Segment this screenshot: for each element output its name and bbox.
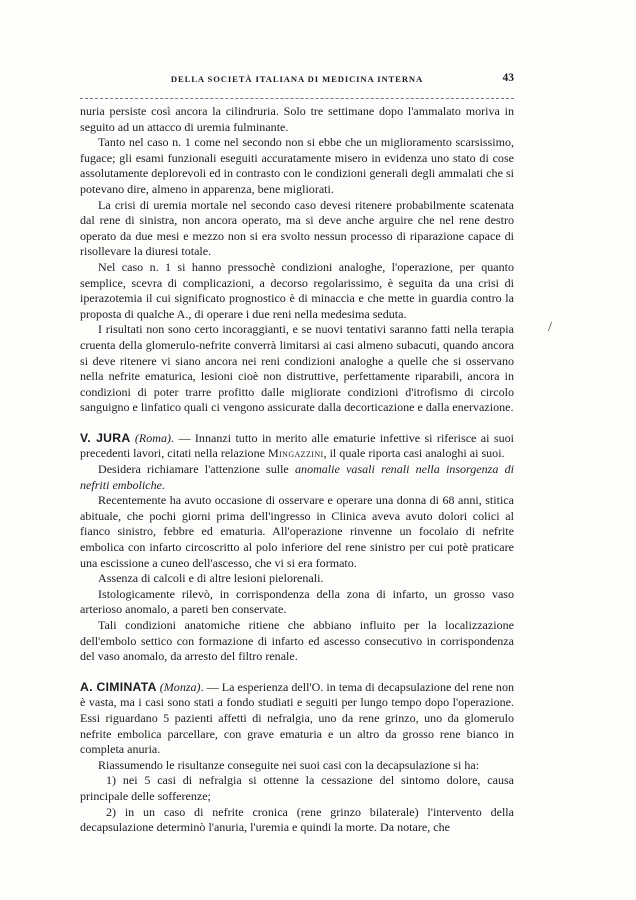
running-title: DELLA SOCIETÀ ITALIANA DI MEDICINA INTERNA bbox=[170, 74, 424, 84]
emphasis: anomalie vasali renali nella insorgenza di nefriti emboliche. bbox=[80, 462, 514, 492]
page-number: 43 bbox=[502, 72, 514, 84]
page-body bbox=[80, 104, 514, 836]
author-name: A. CIMINATA bbox=[80, 679, 157, 694]
paragraph: nuria persiste così ancora la cilindruria. Solo tre settimane dopo l'ammalato moriva in seguito ad un attacco di uremia fulminante. bbox=[80, 104, 514, 134]
header-rule bbox=[80, 98, 514, 99]
paragraph: La crisi di uremia mortale nel secondo caso devesi ritenere probabilmente scatenata dal rene di sinistra, non ancora operato, ma si deve anche arguire che nel rene destro operato da due mesi e mezzo non si era svolto nessun processo di riparazione capace di risollevare la diuresi totale. bbox=[80, 197, 514, 259]
jura-section-intro: V. JURA (Roma). — Innanzi tutto in merito alle ematurie infettive si riferisce ai suoi precedenti lavori, citati nella relazione Mingazzini, il quale riporta casi analoghi ai suoi. bbox=[80, 430, 514, 461]
author-place: (Roma) bbox=[134, 430, 172, 445]
paragraph: Riassumendo le risultanze conseguite nei suoi casi con la decapsulazione si ha: bbox=[98, 757, 480, 772]
paragraph: Assenza di calcoli e di altre lesioni pielorenali. bbox=[98, 571, 324, 586]
author-name: V. JURA bbox=[80, 430, 131, 445]
paragraph: I risultati non sono certo incoraggianti, e se nuovi tentativi saranno fatti nella terapia cruenta della glomerulo-nefrite converrà limitarsi ai casi almeno subacuti, quando ancora si deve ritenere vi siano ancora nei reni condizioni analoghe a quelle che si osservano nella nefrite ematurica, lesioni cioè non distruttive, perfettamente riparabili, ancora in condizioni di poter trarre profitto dalle migliorate condizioni d'itrofismo di circolo sanguigno e linfatico quali ci vengono assicurate dalla decorticazione e dalla enervazione. bbox=[80, 322, 514, 415]
cited-name: Mingazzini bbox=[267, 446, 324, 461]
list-item: 1) nei 5 casi di nefralgia si ottenne la cessazione del sintomo dolore, causa principale delle sofferenze; bbox=[80, 773, 514, 803]
paragraph: Istologicamente rilevò, in corrispondenza della zona di infarto, un grosso vaso arterioso anomalo, a pareti ben conservate. bbox=[80, 586, 514, 617]
running-header bbox=[80, 74, 514, 90]
paragraph: Recentemente ha avuto occasione di osservare e operare una donna di 68 anni, stitica abituale, che pochi giorni prima dell'ingresso in Clinica aveva avuto dolori colici al fianco sinistro, febbre ed ematuria. All'operazione rinvenne un focolaio di nefrite embolica con infarto circoscritto al polo inferiore del rene sinistro per cui potè praticare una escissione a cuneo dell'ascesso, che vi si era formato. bbox=[80, 493, 514, 570]
paragraph: Nel caso n. 1 si hanno pressochè condizioni analoghe, l'operazione, per quanto semplice, scevra di complicazioni, a decorso regolarissimo, è seguita da una crisi di iperazotemia il cui significato prognostico è di minaccia e che mette in guardia contro la proposta di qualche A., di operare i due reni nella medesima seduta. bbox=[80, 259, 514, 321]
author-place: (Monza) bbox=[159, 679, 201, 694]
paragraph: Tanto nel caso n. 1 come nel secondo non si ebbe che un miglioramento scarsissimo, fugace; gli esami funzionali eseguiti accuratamente misero in evidenza uno stato di cose assolutamente deplorevoli ed in contrasto con le condizioni generali degli ammalati che si potevano dire, almeno in apparenza, bene migliorati. bbox=[80, 135, 514, 196]
paragraph: Tali condizioni anatomiche ritiene che abbiano influito per la localizzazione dell'embolo settico con formazione di infarto ed ascesso consecutivo in corrispondenza del vaso anomalo, da arresto del filtro renale. bbox=[80, 618, 514, 664]
margin-mark: / bbox=[548, 320, 552, 335]
list-item: 2) in un caso di nefrite cronica (rene grinzo bilaterale) l'intervento della decapsulazione determinò l'anuria, l'uremia e quindi la morte. Da notare, che bbox=[80, 804, 514, 835]
paragraph: Desidera richiamare l'attenzione sulle anomalie vasali renali nella insorgenza di nefriti emboliche. bbox=[80, 462, 514, 492]
ciminata-section-intro: A. CIMINATA (Monza). — La esperienza dell'O. in tema di decapsulazione del rene non è vasta, ma i casi sono stati a fondo studiati e seguiti per lungo tempo dopo l'operazione. Essi riguardano 5 pazienti affetti di nefralgia, uno da rene grinzo, uno da glomerulo nefrite embolica parcellare, con grave ematuria e un altro da grosso rene bianco in completa anuria. bbox=[80, 679, 514, 757]
